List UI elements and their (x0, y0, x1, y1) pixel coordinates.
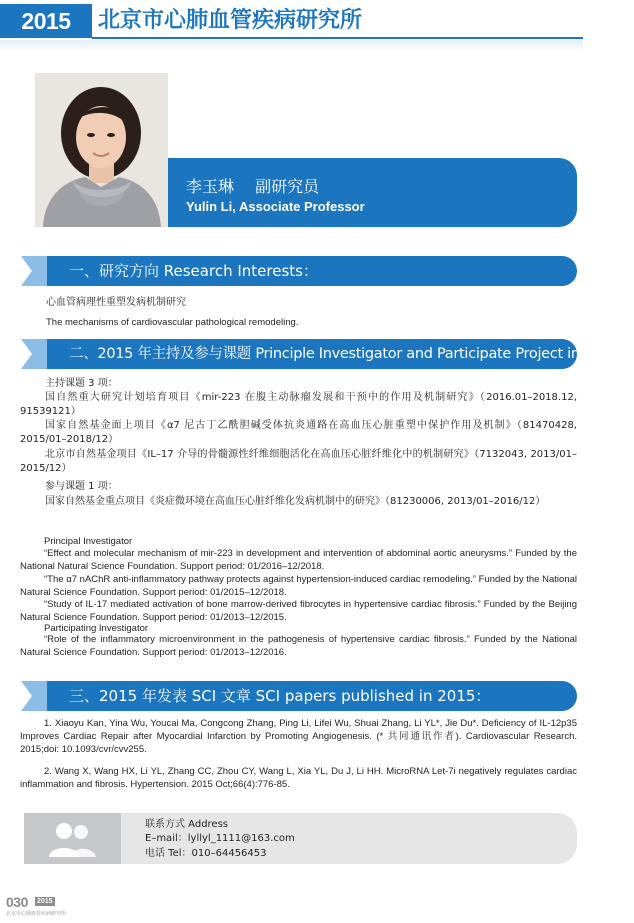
header-shade (0, 40, 583, 52)
pi-heading-cn: 主持课题 3 项： (45, 378, 118, 389)
interest-cn: 心血管病理性重塑发病机制研究 (46, 297, 186, 308)
contact-phone: 电话 Tel：010–64456453 (145, 848, 267, 859)
contact-email: E–mail：lyllyl_1111@163.com (145, 833, 295, 844)
part-item-en: “Role of the inflammatory microenvironment in the pathogenesis of hypertensive cardiac fibrosis.” Funded by the National Natural Science Foundation. Support period: 01/2013–12/2016. (20, 634, 577, 658)
section-bar-interests (21, 256, 577, 286)
name-cn: 李玉琳 副研究员 (186, 177, 320, 196)
section-title-papers: 三、2015 年发表 SCI 文章 SCI papers published in 2015： (69, 687, 491, 705)
pi-item-cn: 北京市自然基金项目《IL–17 介导的骨髓源性纤维细胞活化在高血压心脏纤维化中的机制研究》（7132043, 2013/01–2015/12） (20, 449, 577, 474)
people-icon (24, 813, 121, 864)
portrait-photo (35, 73, 168, 227)
section-bar-papers (21, 681, 577, 711)
pi-item-en: “The α7 nAChR anti-inflammatory pathway protects against hypertension-induced cardiac remodeling.” Funded by the National Natural Science Foundation. Support period: 01/2015–12/2018. (20, 574, 577, 598)
section-title-projects: 二、2015 年主持及参与课题 Principle Investigator and Participate Project in 2015： (69, 346, 634, 362)
pi-item-cn: 国自然重大研究计划培育项目《mir-223 在腹主动脉瘤发展和干预中的作用及机制研究》（2016.01–2018.12, 91539121） (20, 392, 577, 417)
pi-item-en: “Effect and molecular mechanism of mir-223 in development and intervention of abdominal aortic aneurysms.” Funded by the National Natural Science Foundation. Support period: 01/2016–12/2018. (20, 548, 577, 572)
pi-item-en: “Study of IL-17 mediated activation of bone marrow-derived fibrocytes in hypertensive cardiac fibrosis.” Funded by the Beijing Natural Science Foundation. Support period: 01/2013–12/2015. (20, 599, 577, 623)
interest-en: The mechanisms of cardiovascular pathological remodeling. (46, 317, 299, 328)
paper-item: 1. Xiaoyu Kan, Yina Wu, Youcai Ma, Congcong Zhang, Ping Li, Lifei Wu, Shuai Zhang, Li YL*, Jie Du*. Deficiency of IL-12p35 Improves Cardiac Repair after Myocardial Infarction by Promoting Angiogenesis. (* 共同通讯作者). Cardiovascular Research. 2015;doi: 10.1093/cvr/cvv255. (20, 718, 577, 755)
page-year: 2015 (37, 898, 53, 905)
page-number: 030 (6, 894, 28, 910)
part-item-cn: 国家自然基金重点项目《炎症微环境在高血压心脏纤维化发病机制中的研究》（81230006, 2013/01–2016/12） (45, 496, 546, 507)
part-heading-en: Participating Investigator (44, 623, 149, 634)
page-org: 北京市心肺血管疾病研究所 (6, 911, 67, 917)
paper-item: 2. Wang X, Wang HX, Li YL, Zhang CC, Zhou CY, Wang L, Xia YL, Du J, Li HH. MicroRNA Let-7i negatively regulates cardiac inflammation and fibrosis. Hypertension. 2015 Oct;66(4):776-85. (20, 766, 577, 790)
pi-heading-en: Principal Investigator (44, 536, 133, 547)
header-year: 2015 (0, 4, 92, 38)
contact-icon-box (24, 813, 121, 864)
header-rule (92, 37, 583, 39)
name-en: Yulin Li, Associate Professor (186, 199, 365, 214)
section-bar-projects (21, 339, 634, 369)
pi-item-cn: 国家自然基金面上项目《α7 尼古丁乙酰胆碱受体抗炎通路在高血压心脏重塑中保护作用及机制》（81470428, 2015/01–2018/12） (20, 420, 577, 445)
section-title-interests: 一、研究方向 Research Interests： (69, 262, 318, 280)
contact-heading: 联系方式 Address (145, 819, 229, 830)
part-heading-cn: 参与课题 1 项： (45, 481, 118, 492)
institute-title: 北京市心肺血管疾病研究所 (98, 8, 363, 33)
